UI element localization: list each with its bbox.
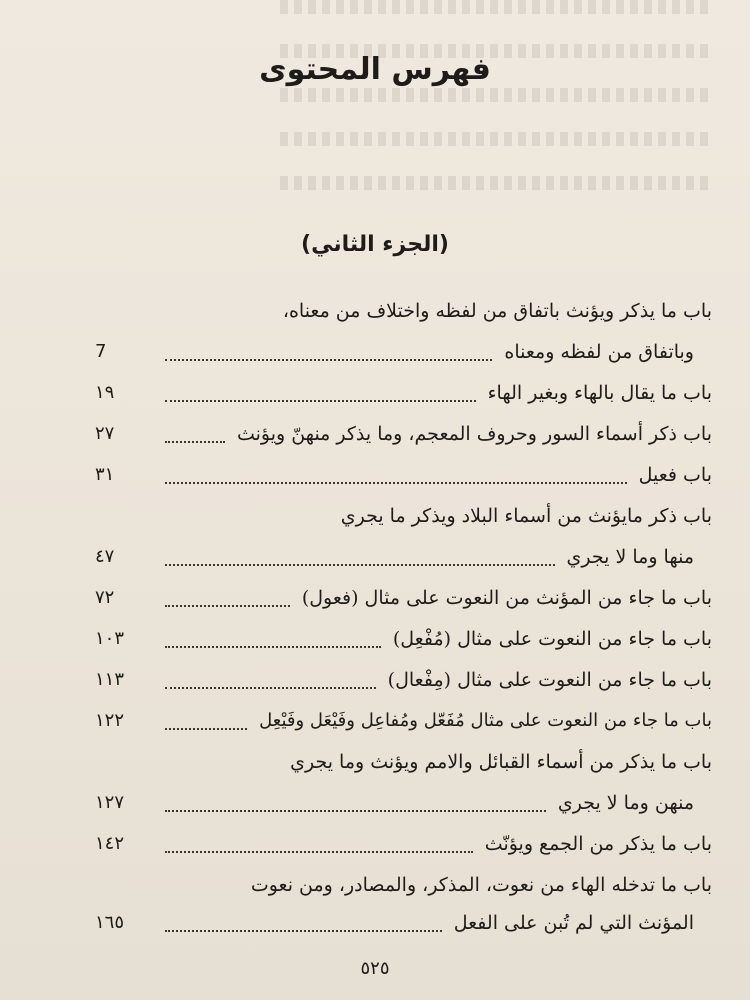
toc-entry [95,829,712,859]
dot-leader [165,851,473,853]
toc-entry-page: ١٠٣ [95,628,125,649]
toc-entry-title: باب ما جاء من النعوت على مثال (مِفْعال) [387,669,712,691]
dot-leader [165,646,381,648]
toc-entry [95,296,712,326]
toc-entry [95,747,712,777]
toc-entry-title: باب ما يذكر من الجمع ويؤنّث [484,833,712,855]
toc-entry-title: باب ما جاء من النعوت على مثال مُفَعّل ومُفاعِل وفَيْعَل وفَيْعِل [259,710,712,731]
toc-entry-title: باب فعيل [638,464,712,486]
toc-entry-page: ١٢٢ [95,710,125,731]
dot-leader [165,564,555,566]
toc-entry-page: ١٦٥ [95,912,125,933]
dot-leader [165,605,290,607]
toc-entry-title: باب ما جاء من النعوت على مثال (مُفْعِل) [392,628,712,650]
dot-leader [165,400,476,402]
toc-entry [95,378,712,408]
show-through-text [280,0,710,230]
toc-entry-title: باب ذكر مايؤنث من أسماء البلاد ويذكر ما يجري [340,505,712,527]
toc-entry [95,870,712,900]
dot-leader [165,359,492,361]
toc-entry-title: باب ما جاء من المؤنث من النعوت على مثال (فعول) [301,587,712,609]
toc-entry-title: باب ما يذكر ويؤنث باتفاق من لفظه واختلاف من معناه، [282,300,712,322]
dot-leader [165,728,247,730]
toc-entry [95,542,712,572]
toc-entry-page: ١١٣ [95,669,125,690]
toc-entry-page: 7 [95,341,107,362]
toc-entry [95,419,712,449]
toc-entry-page: ٧٢ [95,587,115,608]
toc-entry [95,908,712,938]
dot-leader [165,687,376,689]
toc-entry-title: باب ما تدخله الهاء من نعوت، المذكر، والمصادر، ومن نعوت [250,874,712,896]
toc-entry-page: ١٤٢ [95,833,125,854]
toc-entry [95,665,712,695]
toc-entry-title: باب ما يذكر من أسماء القبائل والامم ويؤنث وما يجري [290,751,712,773]
toc-entry [95,788,712,818]
toc-entry-page: ٢٧ [95,423,115,444]
toc-entry [95,460,712,490]
toc-entry-page: ١٩ [95,382,115,403]
dot-leader [165,930,442,932]
dot-leader [165,441,225,443]
toc-entry-page: ١٢٧ [95,792,125,813]
toc-entry-title: منها وما لا يجري [566,546,694,568]
toc-entry-title: باب ذكر أسماء السور وحروف المعجم، وما يذكر منهنّ ويؤنث [236,423,712,445]
page-title: فهرس المحتوى [259,52,491,87]
dot-leader [165,810,546,812]
toc-entry [95,706,712,736]
toc-entry-title: المؤنث التي لم تُبن على الفعل [453,912,694,934]
toc-entry-page: ٤٧ [95,546,115,567]
toc-entry [95,624,712,654]
page-number: ٥٢٥ [360,958,390,979]
dot-leader [165,482,627,484]
toc-entry-page: ٣١ [95,464,115,485]
toc-entry [95,583,712,613]
toc-entry-title: منهن وما لا يجري [557,792,694,814]
part-heading: (الجزء الثاني) [301,232,449,257]
toc-entry-title: باب ما يقال بالهاء وبغير الهاء [487,382,712,404]
toc-entry [95,501,712,531]
toc-entry-title: وباتفاق من لفظه ومعناه [504,341,694,363]
toc-entry [95,337,712,367]
